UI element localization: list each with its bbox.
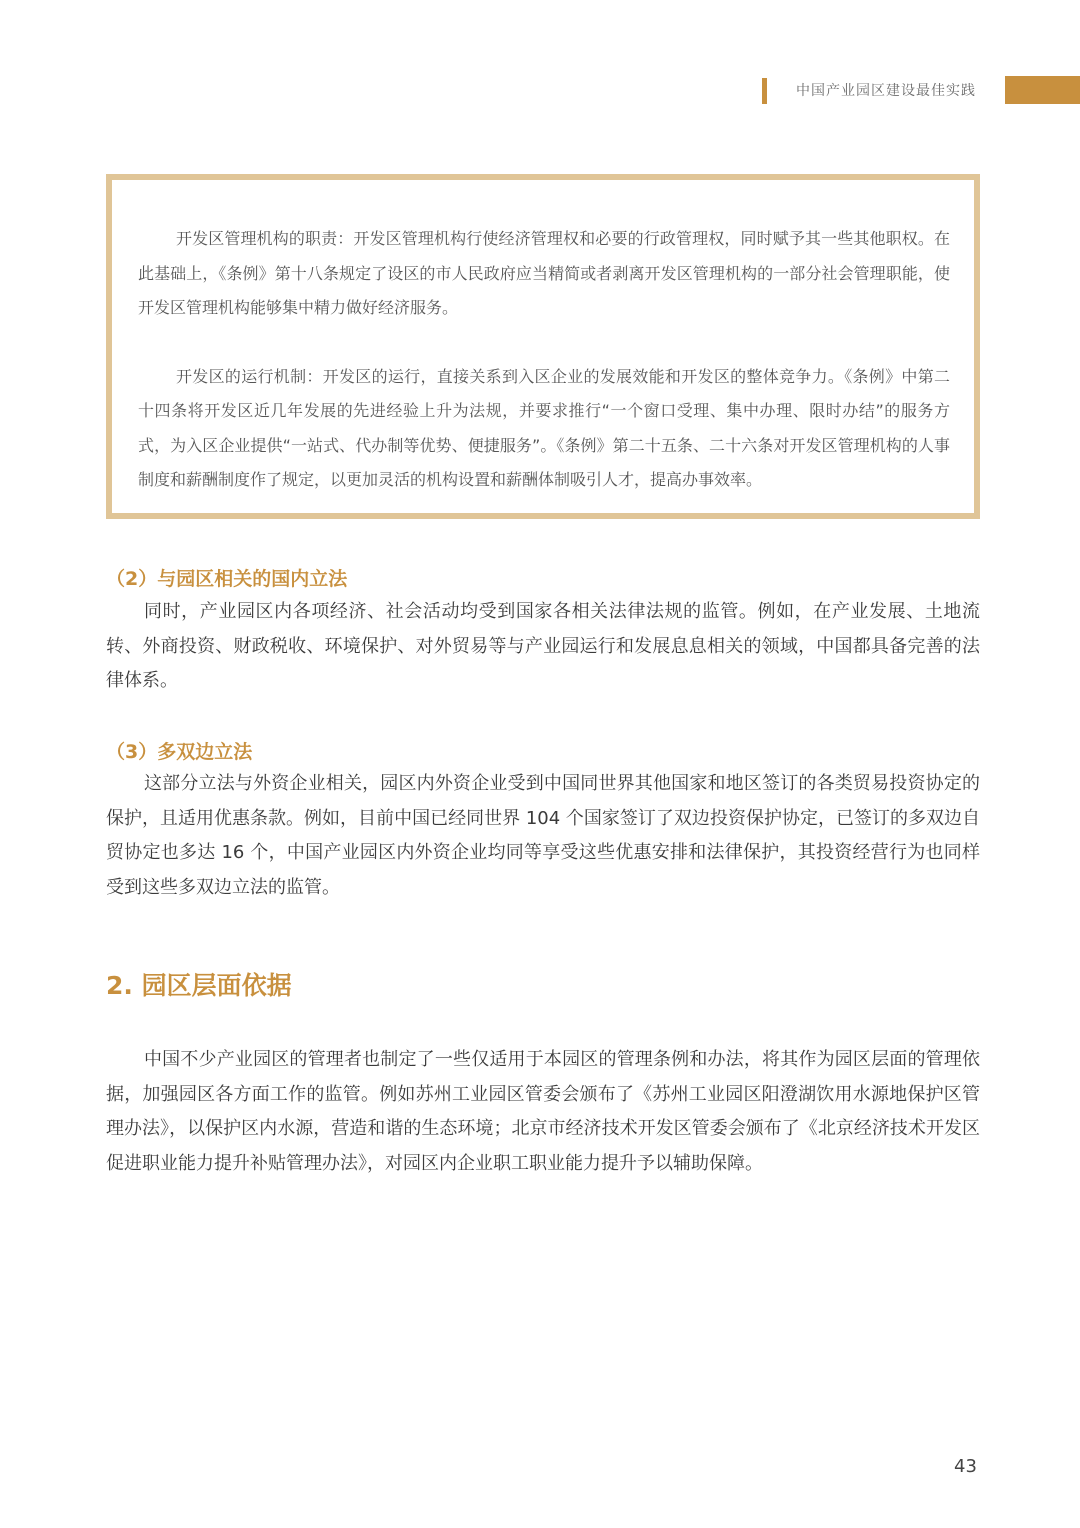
paragraph-domestic-legislation: 同时，产业园区内各项经济、社会活动均受到国家各相关法律法规的监管。例如，在产业发展、土地流转、外商投资、财政税收、环境保护、对外贸易等与产业园运行和发展息息相关的领域，中国都具备完善的法律体系。 [106,601,980,691]
callout-paragraph-mechanism: 开发区的运行机制：开发区的运行，直接关系到入区企业的发展效能和开发区的整体竞争力。《条例》中第二十四条将开发区近几年发展的先进经验上升为法规，并要求推行“一个窗口受理、集中办理、限时办结”的服务方式，为入区企业提供“一站式、代办制等优势、便捷服务”。《条例》第二十五条、二十六条对开发区管理机构的人事制度和薪酬制度作了规定，以更加灵活的机构设置和薪酬体制吸引人才，提高办事效率。 [138,366,950,489]
subheading-bilateral-legislation: （3）多双边立法 [106,741,253,763]
paragraph-bilateral-legislation: 这部分立法与外资企业相关，园区内外资企业受到中国同世界其他国家和地区签订的各类贸易投资协定的保护，且适用优惠条款。例如，目前中国已经同世界 104 个国家签订了双边投资保护协定，已签订的多双边自贸协定也多达 16 个，中国产业园区内外资企业均同等享受这些优惠安排和法律保护，其投资经营行为也同样受到这些多双边立法的监管。 [106,773,980,898]
subheading-domestic-legislation: （2）与园区相关的国内立法 [106,568,348,590]
callout-content [138,222,950,498]
header-accent-bar [762,78,767,104]
callout-box [106,174,980,519]
page-number: 43 [954,1456,977,1477]
paragraph-park-level: 中国不少产业园区的管理者也制定了一些仅适用于本园区的管理条例和办法，将其作为园区层面的管理依据，加强园区各方面工作的监管。例如苏州工业园区管委会颁布了《苏州工业园区阳澄湖饮用水源地保护区管理办法》，以保护区内水源，营造和谐的生态环境；北京市经济技术开发区管委会颁布了《北京经济技术开发区促进职业能力提升补贴管理办法》，对园区内企业职工职业能力提升予以辅助保障。 [106,1049,980,1174]
header-accent-tab [1005,76,1080,104]
section-title-park-level: 2. 园区层面依据 [106,971,292,1000]
running-header-title: 中国产业园区建设最佳实践 [796,83,976,99]
callout-paragraph-duties: 开发区管理机构的职责：开发区管理机构行使经济管理权和必要的行政管理权，同时赋予其一些其他职权。在此基础上，《条例》第十八条规定了设区的市人民政府应当精简或者剥离开发区管理机构的一部分社会管理职能，使开发区管理机构能够集中精力做好经济服务。 [138,229,950,317]
